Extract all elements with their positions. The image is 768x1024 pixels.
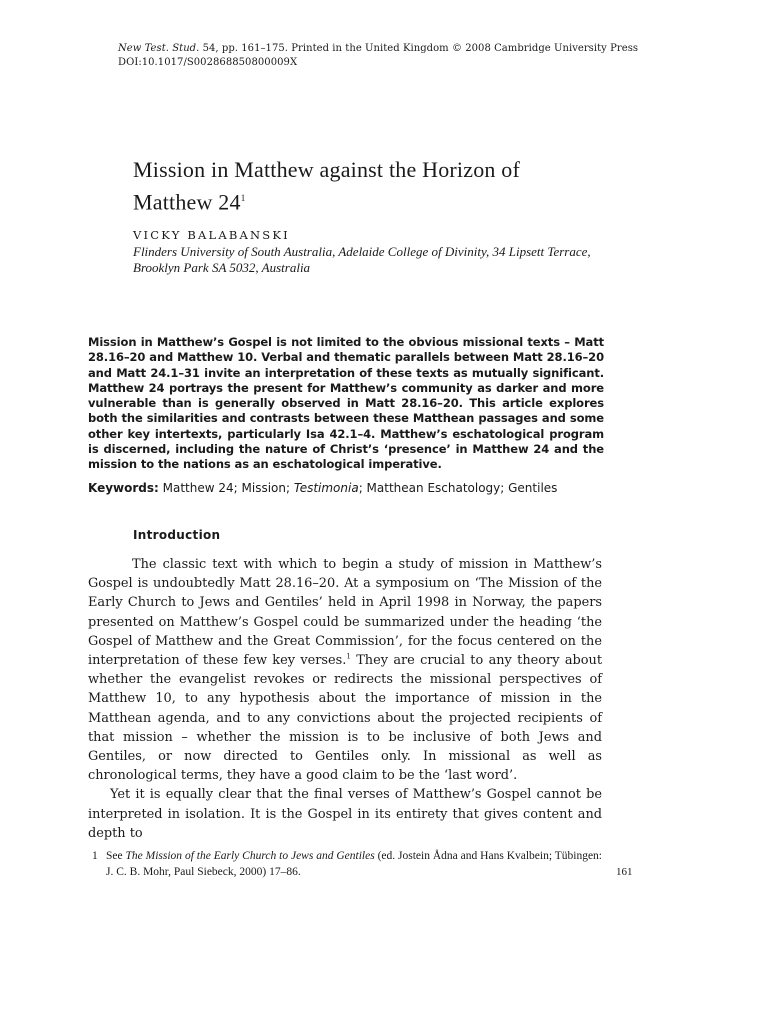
page-number: 161 (616, 866, 633, 878)
title-footnote-mark[interactable]: 1 (240, 193, 246, 203)
citation-line (118, 42, 638, 56)
citation-details: 54, pp. 161–175. Printed in the United Kingdom © 2008 Cambridge University Press (199, 43, 639, 54)
article-title (133, 156, 520, 216)
journal-name: New Test. Stud. (118, 43, 200, 54)
title-line-1: Mission in Matthew against the Horizon of (133, 157, 521, 182)
footnote-prefix: See (106, 850, 126, 862)
footnote-book-title: The Mission of the Early Church to Jews and Gentiles (125, 850, 375, 862)
body-text (88, 555, 602, 843)
keywords (88, 480, 557, 496)
footnote-ref-1[interactable]: 1 (346, 652, 351, 661)
keywords-part-2: ; Matthean Eschatology; Gentiles (358, 481, 558, 495)
keywords-italic: Testimonia (293, 481, 359, 495)
footnote-suffix: (ed. Jostein Ådna and Hans Kvalbein; Tübingen: J. C. B. Mohr, Paul Siebeck, 2000) 17–86. (106, 850, 602, 878)
footnote (92, 849, 602, 878)
keywords-part-1: Matthew 24; Mission; (158, 481, 294, 495)
author-name: VICKY BALABANSKI (133, 228, 290, 242)
doi-line[interactable]: DOI:10.1017/S002868850800009X (118, 57, 298, 68)
paragraph-1-a: The classic text with which to begin a study of mission in Matthew’s Gospel is undoubtedly Matt 28.16–20. At a symposium on ‘The Mission of the Early Church to Jews and Gentiles’ held in April 1998 in Norway, the papers presented on Matthew’s Gospel could be summarized under the heading ‘the Gospel of Matthew and the Great Commission’, for the focus centered on the interpretation of these few key verses. (88, 557, 602, 669)
author-affiliation: Flinders University of South Australia, Adelaide College of Divinity, 34 Lipsett Terrace, Brooklyn Park SA 5032, Australia (133, 244, 591, 275)
paragraph-1-b: They are crucial to any theory about whether the evangelist revokes or redirects the missional perspectives of Matthew 10, to any hypothesis about the importance of mission in the Matthean agenda, and to any convictions about the projected recipients of that mission – whether the mission is to be inclusive of both Jews and Gentiles, or now directed to Gentiles only. In missional as well as chronological terms, they have a good claim to be the ‘last word’. (88, 653, 602, 784)
paragraph-1 (88, 555, 602, 785)
title-line-2: Matthew 24 (133, 189, 241, 215)
footnote-number: 1 (92, 850, 98, 862)
footnote-body (106, 849, 602, 880)
abstract: Mission in Matthew’s Gospel is not limited to the obvious missional texts – Matt 28.16–20 and Matthew 10. Verbal and thematic parallels between Matt 28.16–20 and Matt 24.1–31 invite an interpretation of these texts as mutually significant. Matthew 24 portrays the present for Matthew’s community as darker and more vulnerable than is generally observed in Matt 28.16–20. This article explores both the similarities and contrasts between these Matthean passages and some other key intertexts, particularly Isa 42.1–4. Matthew’s eschatological program is discerned, including the nature of Christ’s ‘presence’ in Matthew 24 and the mission to the nations as an eschatological imperative. (88, 335, 604, 472)
paragraph-2: Yet it is equally clear that the final verses of Matthew’s Gospel cannot be interpreted in isolation. It is the Gospel in its entirety that gives content and depth to (88, 787, 602, 841)
section-heading: Introduction (133, 528, 221, 542)
journal-header (118, 42, 638, 70)
keywords-label: Keywords: (88, 481, 159, 495)
